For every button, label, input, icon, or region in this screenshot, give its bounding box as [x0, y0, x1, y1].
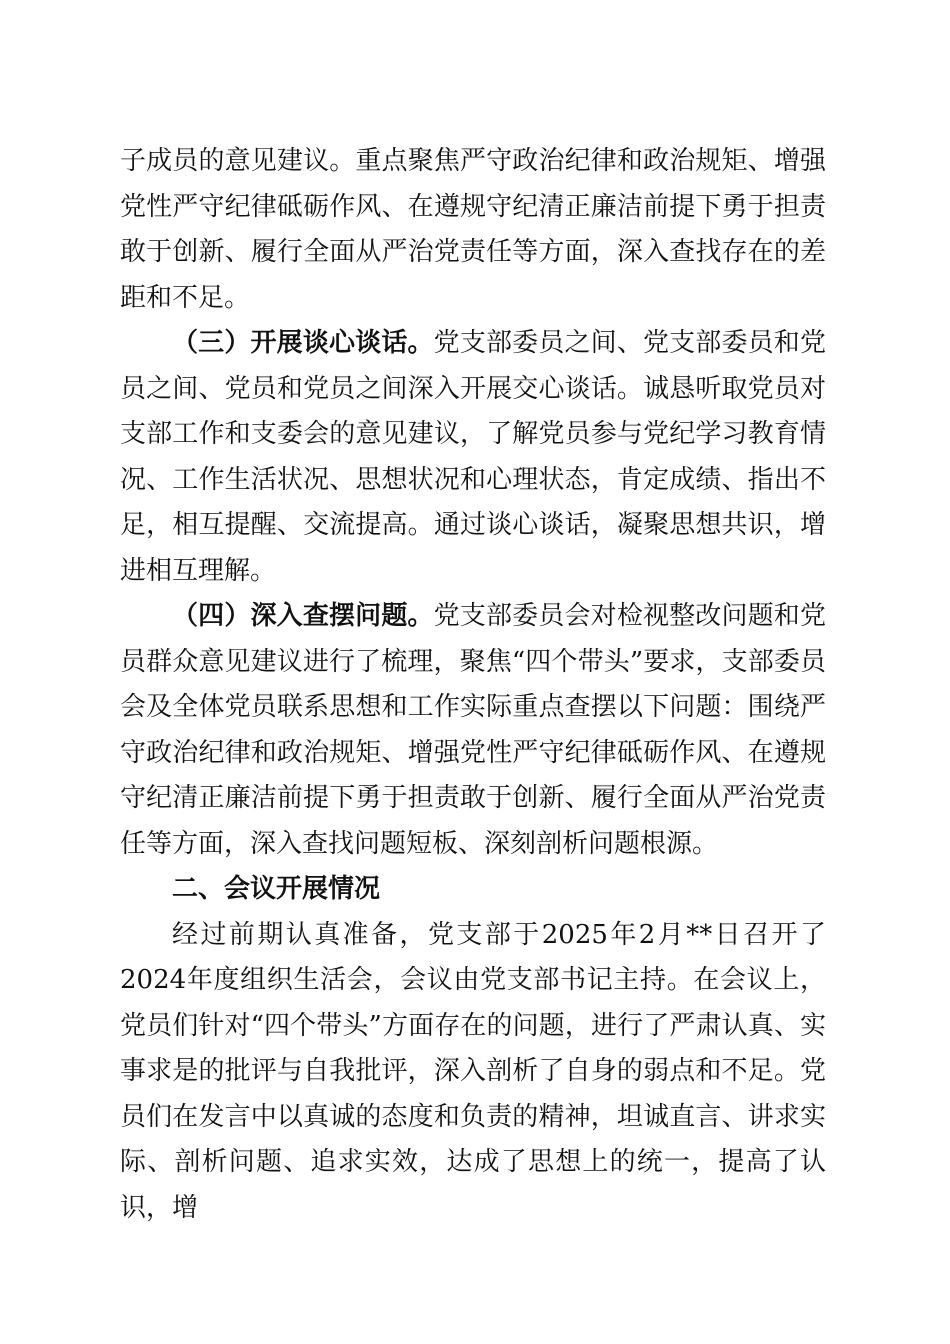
paragraph-problems	[120, 594, 826, 867]
paragraph-lead: （三）开展谈心谈话。	[172, 328, 434, 358]
paragraph-continuation	[120, 139, 826, 321]
section-heading: 二、会议开展情况	[172, 874, 381, 904]
paragraph-text: 党支部委员之间、党支部委员和党员之间、党员和党员之间深入开展交心谈话。诚恳听取党员对支部工作和支委会的意见建议，了解党员参与党纪学习教育情况、工作生活状况、思想状况和心理状态，肯定成绩、指出不足，相互提醒、交流提高。通过谈心谈话，凝聚思想共识，增进相互理解。	[120, 328, 826, 586]
paragraph-meeting	[120, 913, 826, 1232]
paragraph-text: 子成员的意见建议。重点聚焦严守政治纪律和政治规矩、增强党性严守纪律砥砺作风、在遵规守纪清正廉洁前提下勇于担责敢于创新、履行全面从严治党责任等方面，深入查找存在的差距和不足。	[120, 146, 826, 313]
paragraph-text: 经过前期认真准备，党支部于2025年2月**日召开了2024年度组织生活会，会议由党支部书记主持。在会议上，党员们针对“四个带头”方面存在的问题，进行了严肃认真、实事求是的批评与自我批评，深入剖析了自身的弱点和不足。党员们在发言中以真诚的态度和负责的精神，坦诚直言、讲求实际、剖析问题、追求实效，达成了思想上的统一，提高了认识，增	[120, 919, 826, 1223]
paragraph-talk	[120, 321, 826, 594]
paragraph-lead: （四）深入查摆问题。	[172, 601, 434, 631]
paragraph-text: 党支部委员会对检视整改问题和党员群众意见建议进行了梳理，聚焦“四个带头”要求，支部委员会及全体党员联系思想和工作实际重点查摆以下问题：围绕严守政治纪律和政治规矩、增强党性严守纪律砥砺作风、在遵规守纪清正廉洁前提下勇于担责敢于创新、履行全面从严治党责任等方面，深入查找问题短板、深刻剖析问题根源。	[120, 601, 826, 859]
document-body	[120, 139, 826, 1231]
